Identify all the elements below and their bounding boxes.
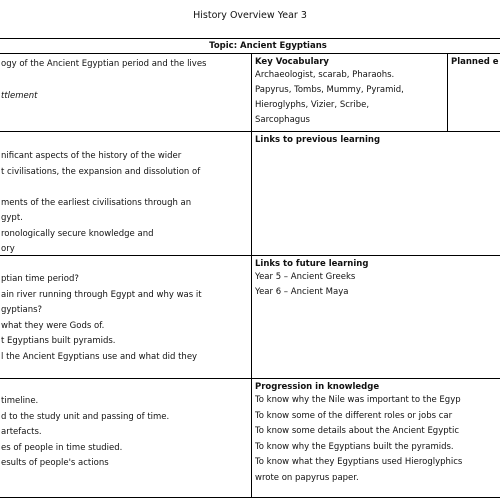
progression-line-6: wrote on papyrus paper. — [255, 472, 359, 483]
key-vocabulary-line-4: Sarcophagus — [255, 115, 310, 125]
questions-line-6: l the Ancient Egyptians use and what did they — [1, 351, 198, 362]
row-divider-3 — [0, 378, 500, 379]
aims-cell — [1, 56, 249, 130]
links-previous-heading: Links to previous learning — [255, 135, 381, 145]
questions-line-4: what they were Gods of. — [1, 320, 105, 331]
links-future-heading: Links to future learning — [255, 259, 369, 269]
key-vocabulary-heading: Key Vocabulary — [255, 57, 329, 67]
progression-cell — [255, 381, 500, 497]
key-vocabulary-cell — [255, 56, 445, 130]
progression-line-4: To know why the Egyptians built the pyramids. — [255, 441, 454, 452]
skills-line-3: artefacts. — [1, 427, 42, 437]
progression-line-2: To know some of the different roles or jobs car — [255, 410, 453, 421]
planned-heading: Planned e — [451, 57, 499, 67]
key-vocabulary-line-3: Hieroglyphs, Vizier, Scribe, — [255, 100, 370, 110]
links-future-cell — [255, 258, 500, 376]
overview-table — [0, 38, 500, 498]
planned-cell — [451, 56, 500, 126]
progression-line-1: To know why the Nile was important to the Egyp — [255, 395, 461, 405]
progression-line-3: To know some details about the Ancient Egyptic — [255, 426, 459, 436]
column-divider-planned — [447, 53, 448, 131]
skills-line-5: esults of people's actions — [1, 458, 109, 468]
curriculum-line-1: nificant aspects of the history of the wider — [1, 151, 182, 161]
aims-line-3: ttlement — [1, 91, 38, 101]
links-future-line-2: Year 6 – Ancient Maya — [255, 287, 349, 297]
topic-header: Topic: Ancient Egyptians — [0, 39, 500, 54]
questions-cell — [1, 272, 249, 376]
questions-line-3: gyptians? — [1, 305, 43, 315]
curriculum-line-2: t civilisations, the expansion and dissolution of — [1, 166, 201, 177]
aims-line-1: ogy of the Ancient Egyptian period and the lives — [1, 59, 207, 69]
skills-line-1: timeline. — [1, 396, 39, 406]
curriculum-line-4: ments of the earliest civilisations through an — [1, 197, 192, 208]
links-previous-cell — [255, 134, 500, 252]
aims-line-2 — [1, 72, 249, 88]
progression-line-5: To know what they Egyptians used Hieroglyphics — [255, 457, 463, 467]
links-future-line-1: Year 5 – Ancient Greeks — [255, 272, 356, 282]
curriculum-cell — [1, 149, 249, 253]
key-vocabulary-line-1: Archaeologist, scarab, Pharaohs. — [255, 70, 395, 80]
curriculum-line-3 — [1, 180, 249, 196]
skills-cell — [1, 394, 249, 494]
document-title: History Overview Year 3 — [193, 10, 307, 21]
row-divider-1 — [0, 131, 500, 132]
questions-line-2: ain river running through Egypt and why was it — [1, 289, 202, 300]
curriculum-line-6: ronologically secure knowledge and — [1, 228, 154, 239]
curriculum-line-5: gypt. — [1, 213, 23, 223]
progression-heading: Progression in knowledge — [255, 382, 380, 392]
skills-line-4: es of people in time studied. — [1, 442, 123, 453]
questions-line-1: ptian time period? — [1, 274, 79, 284]
questions-line-5: t Egyptians built pyramids. — [1, 336, 116, 346]
key-vocabulary-line-2: Papyrus, Tombs, Mummy, Pyramid, — [255, 85, 404, 95]
column-divider-main — [251, 53, 252, 497]
row-divider-2 — [0, 255, 500, 256]
skills-line-2: d to the study unit and passing of time. — [1, 411, 170, 422]
curriculum-line-7: ory — [1, 244, 15, 253]
